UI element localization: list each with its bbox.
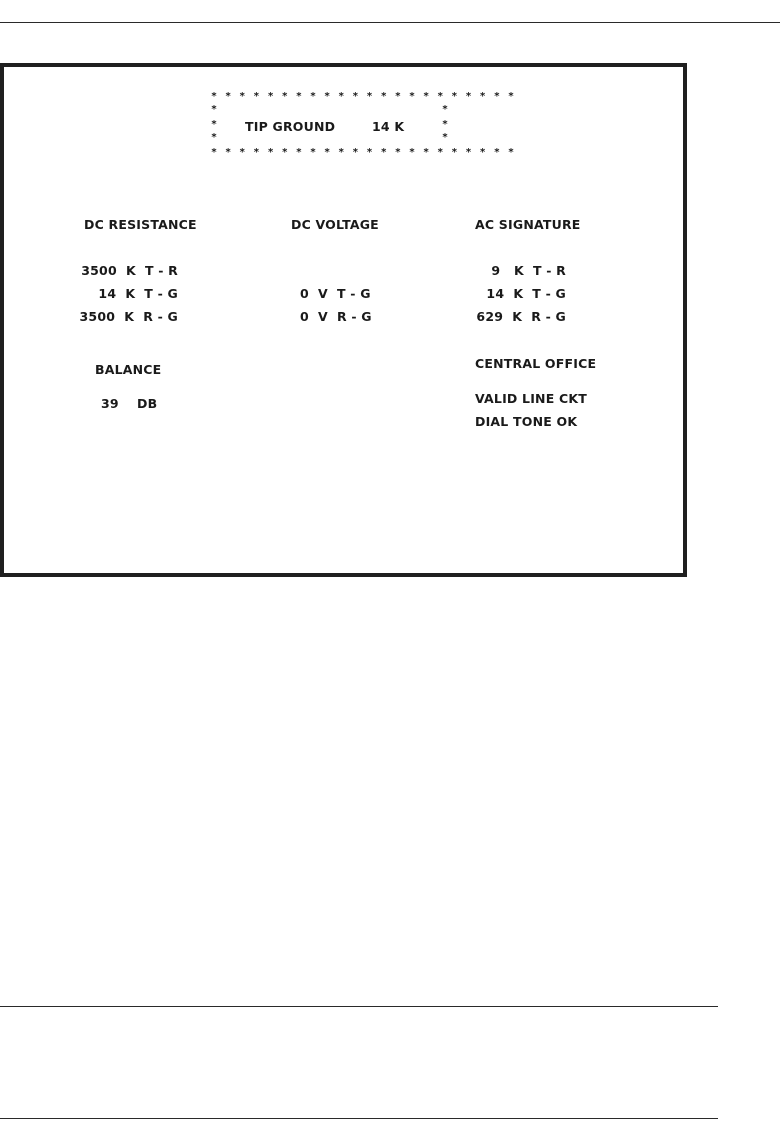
alert-border-right: * [442, 132, 449, 143]
alert-border-top: * * * * * * * * * * * * * * * * * * * * * * [211, 91, 516, 102]
test-result-screen [0, 63, 687, 577]
dc-resistance-row: 3500 K R - G [79, 309, 178, 324]
dc-resistance-row: 14 K T - G [98, 286, 178, 301]
dc-resistance-row: 3500 K T - R [81, 263, 178, 278]
alert-border-left: * [211, 119, 218, 130]
ac-signature-row: 14 K T - G [486, 286, 566, 301]
footer-rule-bottom [0, 1118, 718, 1119]
alert-border-right: * [442, 119, 449, 130]
alert-label: TIP GROUND [245, 119, 336, 134]
dc-voltage-row: 0 V T - G [300, 286, 371, 301]
alert-value: 14 K [372, 119, 405, 134]
alert-border-bottom: * * * * * * * * * * * * * * * * * * * * * * [211, 147, 516, 158]
central-office-title: CENTRAL OFFICE [475, 356, 597, 371]
footer-rule [0, 1006, 718, 1007]
ac-signature-title: AC SIGNATURE [475, 217, 581, 232]
ac-signature-row: 629 K R - G [476, 309, 566, 324]
dc-resistance-title: DC RESISTANCE [84, 217, 197, 232]
central-office-dial-tone: DIAL TONE OK [475, 414, 578, 429]
dc-voltage-title: DC VOLTAGE [291, 217, 379, 232]
ac-signature-row: 9 K T - R [491, 263, 566, 278]
alert-border-right: * [442, 104, 449, 115]
alert-border-left: * [211, 104, 218, 115]
balance-title: BALANCE [95, 362, 162, 377]
alert-border-left: * [211, 132, 218, 143]
balance-value: 39 DB [101, 396, 158, 411]
dc-voltage-row: 0 V R - G [300, 309, 372, 324]
top-rule [0, 22, 780, 23]
central-office-status-line: VALID LINE CKT [475, 391, 587, 406]
